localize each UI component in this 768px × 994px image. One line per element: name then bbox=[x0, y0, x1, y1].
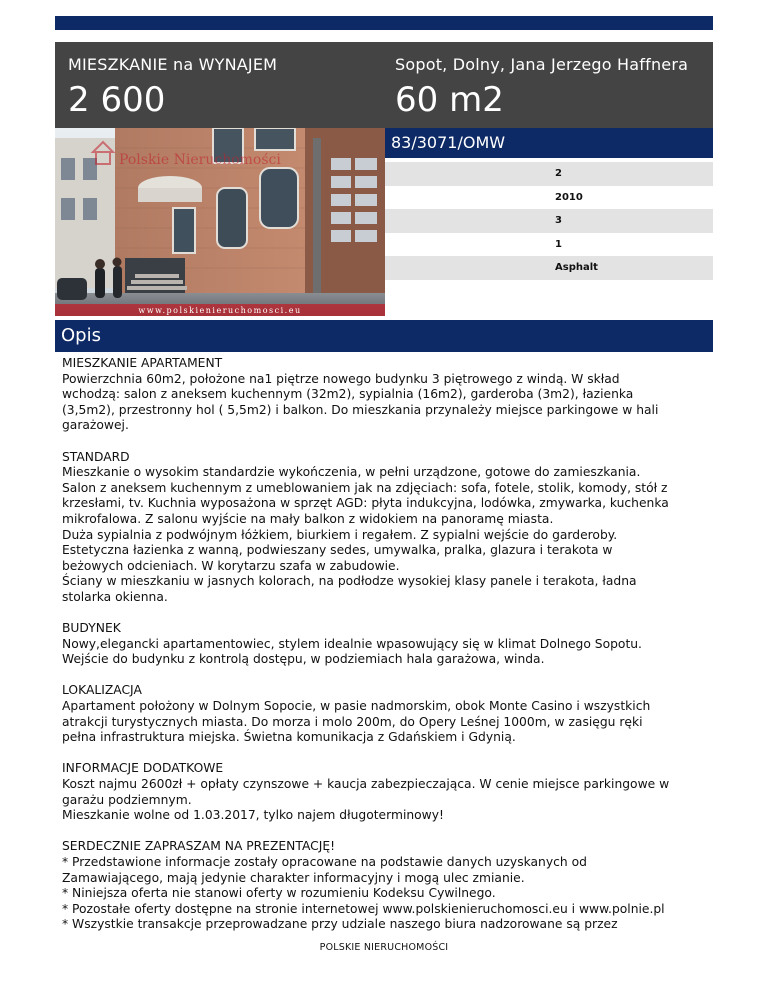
description-paragraph bbox=[62, 450, 712, 606]
reference-bar bbox=[385, 128, 713, 158]
reference-number: 83/3071/OMW bbox=[391, 133, 506, 152]
paragraph-line: Mieszkanie wolne od 1.03.2017, tylko najem długoterminowy! bbox=[62, 808, 444, 823]
param-row bbox=[385, 162, 713, 186]
paragraph-line: Nowy,elegancki apartamentowiec, stylem idealnie wpasowujący się w klimat Dolnego Sopotu. bbox=[62, 636, 642, 651]
description-paragraph bbox=[62, 621, 712, 668]
paragraph-line: atrakcji turystycznych miasta. Do morza i molo 200m, do Opery Leśnej 1000m, w zasięgu ręki bbox=[62, 714, 643, 729]
paragraph-line: Ściany w mieszkaniu w jasnych kolorach, na podłodze wysokiej klasy panele i terakota, ładna bbox=[62, 574, 637, 589]
paragraph-line: pełna infrastruktura miejska. Świetna komunikacja z Gdańskiem i Gdynią. bbox=[62, 730, 516, 745]
params-table bbox=[385, 162, 713, 280]
paragraph-line: * Niniejsza oferta nie stanowi oferty w rozumieniu Kodeksu Cywilnego. bbox=[62, 886, 496, 901]
offer-price-block bbox=[68, 54, 388, 120]
paragraph-line: Estetyczna łazienka z wanną, podwieszany sedes, umywalka, pralka, glazura i terakota w bbox=[62, 543, 613, 558]
paragraph-heading: MIESZKANIE APARTAMENT bbox=[62, 356, 223, 370]
paragraph-line: Zamawiającego, mają jedynie charakter informacyjny i mogą ulec zmianie. bbox=[62, 870, 525, 885]
param-row bbox=[385, 186, 713, 210]
paragraph-line: garażu podziemnym. bbox=[62, 792, 192, 807]
param-row bbox=[385, 233, 713, 257]
paragraph-line: * Pozostałe oferty dostępne na stronie internetowej www.polskienieruchomosci.eu i www.polnie.pl bbox=[62, 901, 665, 916]
paragraph-line: * Wszystkie transakcje przeprowadzane przy udziale naszego biura nadzorowane są przez bbox=[62, 917, 618, 932]
description-paragraph bbox=[62, 683, 712, 745]
param-value: 2010 bbox=[555, 191, 583, 203]
offer-location: Sopot, Dolny, Jana Jerzego Haffnera bbox=[395, 55, 689, 74]
description-body bbox=[62, 356, 712, 949]
paragraph-heading: INFORMACJE DODATKOWE bbox=[62, 761, 224, 776]
paragraph-heading: SERDECZNIE ZAPRASZAM NA PREZENTACJĘ! bbox=[62, 839, 336, 854]
description-paragraph bbox=[62, 761, 712, 823]
paragraph-line: Powierzchnia 60m2, położone na1 piętrze nowego budynku 3 piętrowego z windą. W skład bbox=[62, 371, 620, 386]
paragraph-line: Wejście do budynku z kontrolą dostępu, w podziemiach hala garażowa, winda. bbox=[62, 652, 545, 667]
paragraph-line: (3,5m2), przestronny hol ( 5,5m2) i balkon. Do mieszkania przynależy miejsce parkingowe w hali bbox=[62, 402, 659, 417]
paragraph-line: garażowej. bbox=[62, 418, 129, 433]
param-value: 3 bbox=[555, 215, 562, 227]
offer-header bbox=[55, 42, 713, 128]
paragraph-heading: BUDYNEK bbox=[62, 621, 121, 636]
param-row bbox=[385, 209, 713, 233]
photo-watermark-url: www.polskienieruchomosci.eu bbox=[138, 306, 302, 315]
description-paragraph bbox=[62, 356, 712, 434]
paragraph-line: krzesłami, tv. Kuchnia wyposażona w sprzęt AGD: płyta indukcyjna, lodówka, zmywarka, kuchenka bbox=[62, 496, 669, 511]
param-value: Asphalt bbox=[555, 262, 598, 274]
paragraph-line: stolarka okienna. bbox=[62, 589, 168, 604]
top-accent-bar bbox=[55, 16, 713, 30]
svg-text:Polskie Nieruchomości: Polskie Nieruchomości bbox=[119, 152, 281, 168]
paragraph-line: mikrofalowa. Z salonu wyjście na mały balkon z widokiem na panoramę miasta. bbox=[62, 511, 554, 526]
paragraph-line: Salon z aneksem kuchennym z umeblowaniem jak na zdjęciach: sofa, fotele, stolik, komody, stół z bbox=[62, 480, 668, 495]
param-value: 2 bbox=[555, 168, 562, 179]
description-title: Opis bbox=[61, 325, 101, 346]
offer-price: 2 600 bbox=[68, 80, 166, 120]
paragraph-line: * Przedstawione informacje zostały opracowane na podstawie danych uzyskanych od bbox=[62, 855, 587, 869]
paragraph-line: wchodzą: salon z aneksem kuchennym (32m2), sypialnia (16m2), garderoba (3m2), łazienka bbox=[62, 387, 634, 402]
description-header bbox=[55, 320, 713, 352]
page-footer: POLSKIE NIERUCHOMOŚCI bbox=[319, 942, 449, 953]
offer-location-block bbox=[395, 54, 713, 120]
paragraph-line: Duża sypialnia z podwójnym łóżkiem, biurkiem i regałem. Z sypialni wejście do garderoby. bbox=[62, 527, 618, 542]
paragraph-heading: LOKALIZACJA bbox=[62, 683, 142, 698]
paragraph-line: Mieszkanie o wysokim standardzie wykończenia, w pełni urządzone, gotowe do zamieszkania. bbox=[62, 465, 641, 480]
param-value: 1 bbox=[555, 238, 562, 250]
paragraph-line: Apartament położony w Dolnym Sopocie, w pasie nadmorskim, obok Monte Casino i wszystkich bbox=[62, 699, 651, 714]
paragraph-line: beżowych odcieniach. W korytarzu szafa w zabudowie. bbox=[62, 558, 400, 573]
property-photo bbox=[55, 128, 385, 316]
paragraph-line: Koszt najmu 2600zł + opłaty czynszowe + kaucja zabezpieczająca. W cenie miejsce parkingowe w bbox=[62, 777, 670, 792]
offer-area: 60 m2 bbox=[395, 80, 504, 120]
description-paragraph bbox=[62, 839, 712, 933]
paragraph-heading: STANDARD bbox=[62, 449, 130, 464]
param-row bbox=[385, 256, 713, 280]
offer-type: MIESZKANIE na WYNAJEM bbox=[68, 55, 278, 74]
